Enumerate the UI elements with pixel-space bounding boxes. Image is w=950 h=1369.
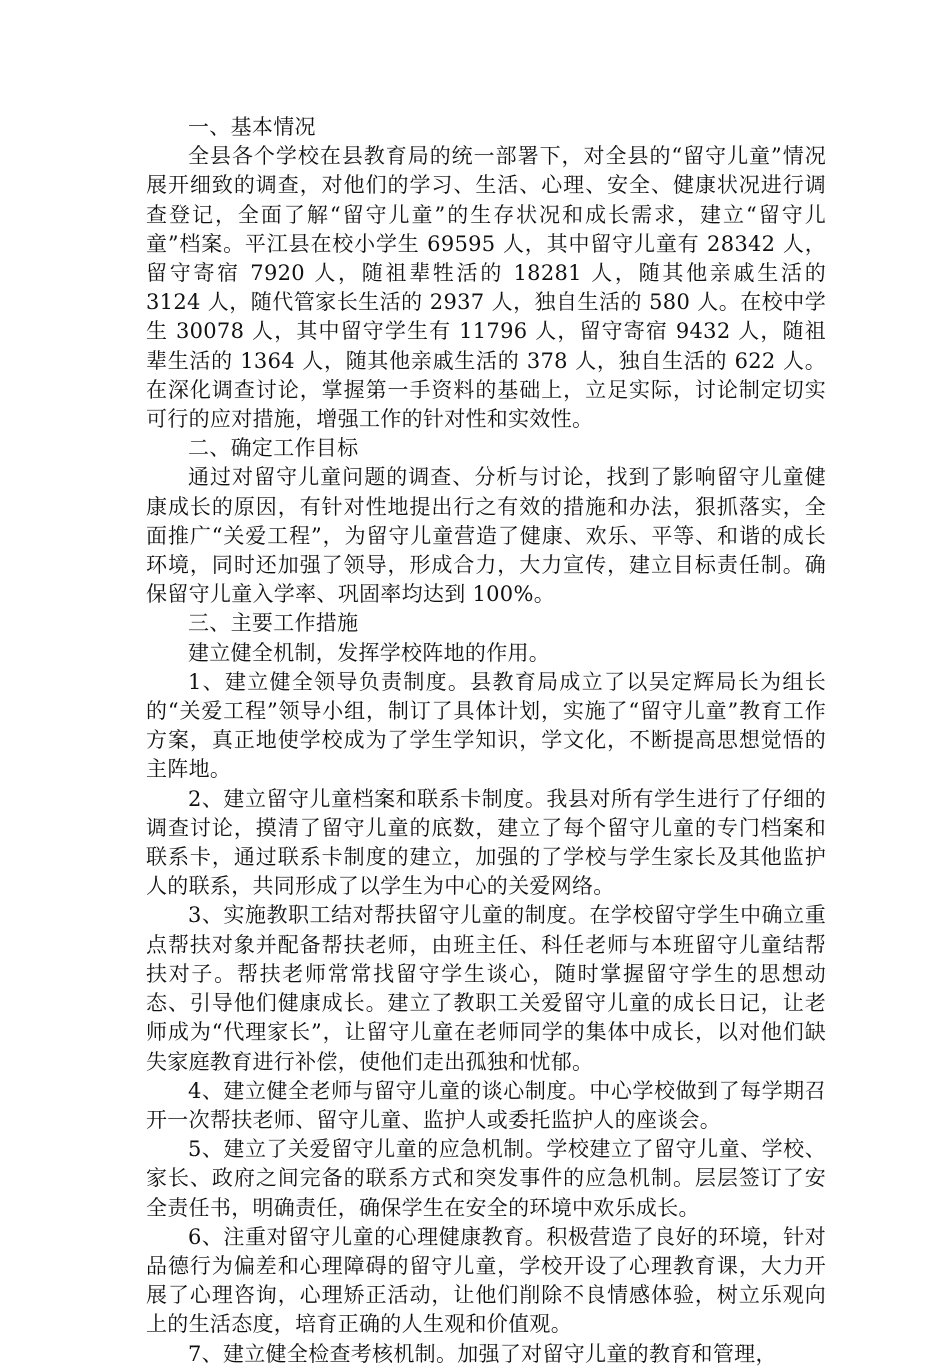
paragraph-measure-3: 3、实施教职工结对帮扶留守儿童的制度。在学校留守学生中确立重点帮扶对象并配备帮扶老师，由班主任、科任老师与本班留守儿童结帮扶对子。帮扶老师常常找留守学生谈心，随时掌握留守学生的思想动态、引导他们健康成长。建立了教职工关爱留守儿童的成长日记，让老师成为“代理家长”，让留守儿童在老师同学的集体中成长，以对他们缺失家庭教育进行补偿，使他们走出孤独和忧郁。: [146, 903, 826, 1074]
paragraph-measure-6: 6、注重对留守儿童的心理健康教育。积极营造了良好的环境，针对品德行为偏差和心理障碍的留守儿童，学校开设了心理教育课，大力开展了心理咨询，心理矫正活动，让他们削除不良情感体验，树立乐观向上的生活态度，培育正确的人生观和价值观。: [146, 1224, 826, 1337]
paragraph-measures-intro: 建立健全机制，发挥学校阵地的作用。: [188, 640, 551, 665]
section-heading-work-goals: 二、确定工作目标: [188, 436, 359, 461]
paragraph-measure-7: 7、建立健全检查考核机制。加强了对留守儿童的教育和管理，: [188, 1341, 777, 1366]
section-heading-basic-situation: 一、基本情况: [188, 115, 316, 139]
paragraph-work-goals: 通过对留守儿童问题的调查、分析与讨论，找到了影响留守儿童健康成长的原因，有针对性地提出行之有效的措施和办法，狠抓落实，全面推广“关爱工程”，为留守儿童营造了健康、欢乐、平等、和谐的成长环境，同时还加强了领导，形成合力，大力宣传，建立目标责任制。确保留守儿童入学率、巩固率均达到 100%。: [146, 465, 826, 607]
paragraph-measure-4: 4、建立健全老师与留守儿童的谈心制度。中心学校做到了每学期召开一次帮扶老师、留守儿童、监护人或委托监护人的座谈会。: [146, 1078, 826, 1132]
paragraph-measure-1: 1、建立健全领导负责制度。县教育局成立了以吴定辉局长为组长的“关爱工程”领导小组，制订了具体计划，实施了“留守儿童”教育工作方案，真正地使学校成为了学生学知识，学文化，不断提高思想觉悟的主阵地。: [146, 669, 826, 782]
section-heading-main-measures: 三、主要工作措施: [188, 611, 359, 636]
paragraph-measure-2: 2、建立留守儿童档案和联系卡制度。我县对所有学生进行了仔细的调查讨论，摸清了留守儿童的底数，建立了每个留守儿童的专门档案和联系卡，通过联系卡制度的建立，加强的了学校与学生家长及其他监护人的联系，共同形成了以学生为中心的关爱网络。: [146, 786, 826, 899]
paragraph-basic-situation: 全县各个学校在县教育局的统一部署下，对全县的“留守儿童”情况展开细致的调查，对他们的学习、生活、心理、安全、健康状况进行调查登记，全面了解“留守儿童”的生存状况和成长需求，建立“留守儿童”档案。平江县在校小学生 69595 人，其中留守儿童有 28342 人，留守寄宿 7920 人，随祖辈牲活的 18281 人，随其他亲戚生活的 3124 人，随代管家长生活的 2937 人，独自生活的 580 人。在校中学生 30078 人，其中留守学生有 11796 人，留守寄宿 9432 人，随祖辈生活的 1364 人，随其他亲戚生活的 378 人，独自生活的 622 人。在深化调查讨论，掌握第一手资料的基础上，立足实际，讨论制定切实可行的应对措施，增强工作的针对性和实效性。: [146, 144, 826, 432]
document-body: [146, 113, 826, 1369]
paragraph-measure-5: 5、建立了关爱留守儿童的应急机制。学校建立了留守儿童、学校、家长、政府之间完备的联系方式和突发事件的应急机制。层层签订了安全责任书，明确责任，确保学生在安全的环境中欢乐成长。: [146, 1137, 826, 1220]
